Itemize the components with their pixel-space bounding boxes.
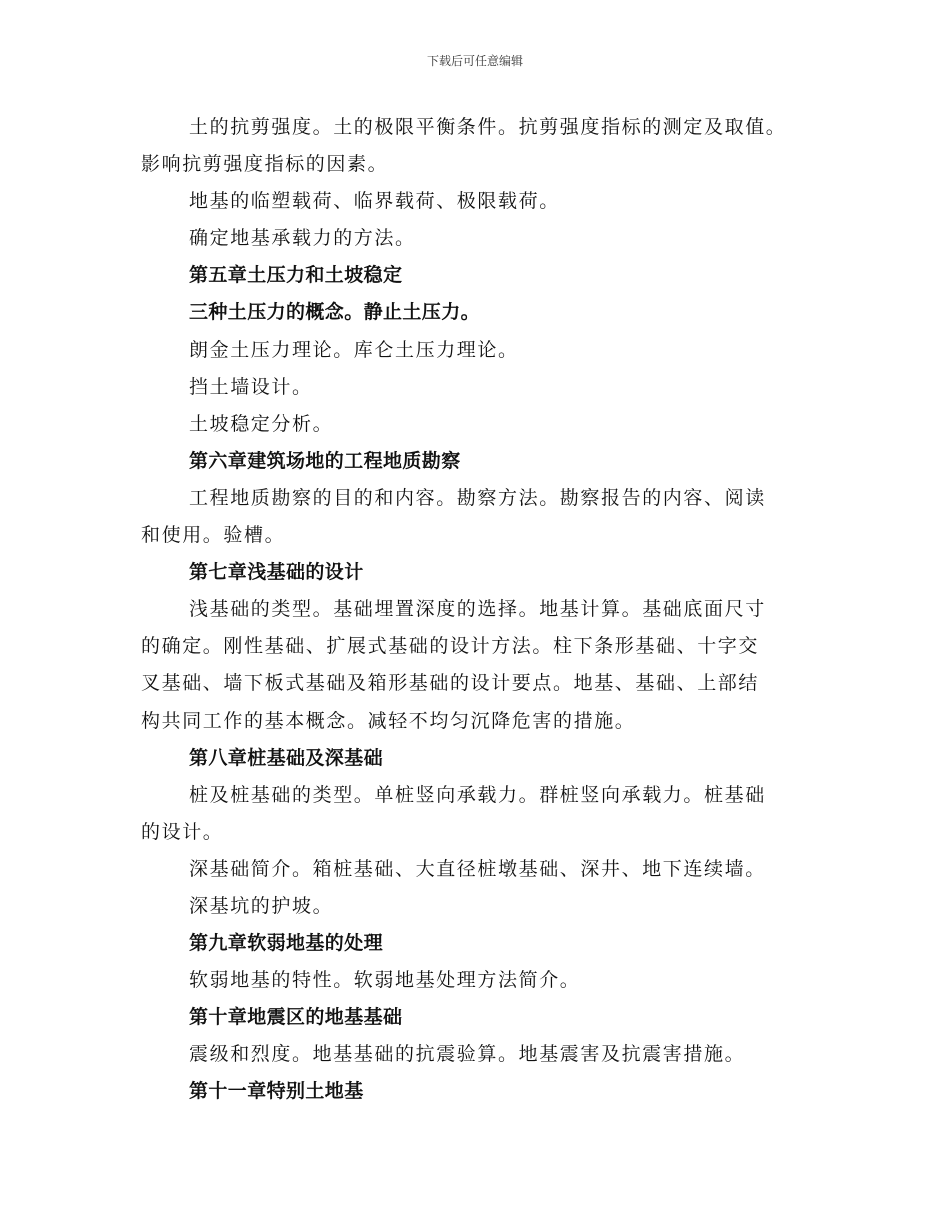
document-body (141, 109, 821, 1111)
section-heading: 三种土压力的概念。静止土压力。 (189, 301, 481, 324)
paragraph-line: 震级和烈度。地基基础的抗震验算。地基震害及抗震害措施。 (189, 1043, 746, 1066)
paragraph-line: 的设计。 (141, 820, 224, 843)
chapter-heading: 第九章软弱地基的处理 (189, 932, 384, 955)
chapter-heading: 第六章建筑场地的工程地质勘察 (189, 449, 461, 472)
chapter-heading: 第十一章特别土地基 (189, 1080, 364, 1103)
paragraph-line: 工程地质勘察的目的和内容。勘察方法。勘察报告的内容、阅读 (189, 486, 766, 509)
chapter-heading: 第五章土压力和土坡稳定 (189, 264, 403, 287)
paragraph-line: 地基的临塑载荷、临界载荷、极限载荷。 (189, 190, 560, 213)
paragraph-line: 影响抗剪强度指标的因素。 (141, 153, 389, 176)
paragraph-line: 深基础简介。箱桩基础、大直径桩墩基础、深井、地下连续墙。 (189, 857, 766, 880)
page-header: 下载后可任意编辑 (426, 54, 523, 68)
chapter-heading: 第七章浅基础的设计 (189, 561, 364, 584)
paragraph-line: 土的抗剪强度。土的极限平衡条件。抗剪强度指标的测定及取值。 (189, 116, 787, 138)
paragraph-line: 软弱地基的特性。软弱地基处理方法简介。 (189, 969, 581, 992)
paragraph-line: 土坡稳定分析。 (189, 412, 334, 435)
paragraph-line: 的确定。刚性基础、扩展式基础的设计方法。柱下条形基础、十字交 (141, 635, 760, 658)
chapter-heading: 第八章桩基础及深基础 (189, 746, 384, 769)
paragraph-line: 确定地基承载力的方法。 (189, 227, 416, 250)
paragraph-line: 挡土墙设计。 (189, 375, 313, 398)
paragraph-line: 和使用。验槽。 (141, 524, 286, 547)
paragraph-line: 构共同工作的基本概念。减轻不均匀沉降危害的措施。 (141, 709, 636, 732)
paragraph-line: 浅基础的类型。基础埋置深度的选择。地基计算。基础底面尺寸 (189, 598, 766, 621)
chapter-heading: 第十章地震区的地基基础 (189, 1006, 403, 1029)
paragraph-line: 叉基础、墙下板式基础及箱形基础的设计要点。地基、基础、上部结 (141, 672, 760, 695)
paragraph-line: 朗金土压力理论。库仑土压力理论。 (189, 338, 519, 361)
paragraph-line: 桩及桩基础的类型。单桩竖向承载力。群桩竖向承载力。桩基础 (189, 783, 766, 806)
paragraph-line: 深基坑的护坡。 (189, 894, 334, 917)
